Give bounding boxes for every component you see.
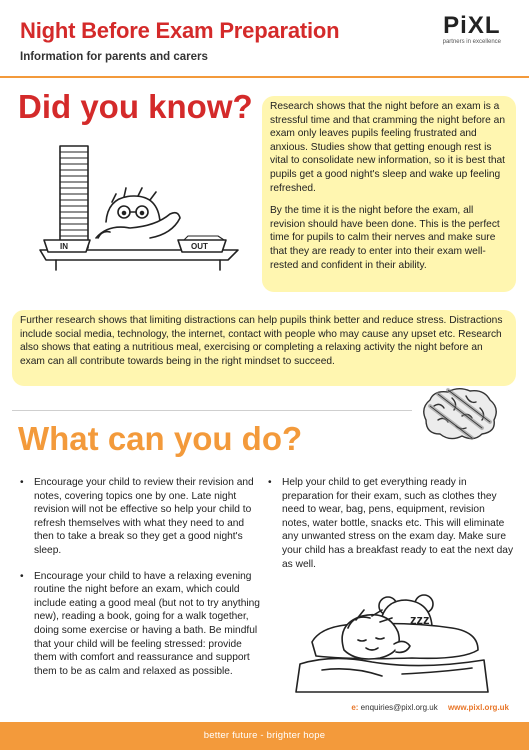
tray-in-label: IN (60, 242, 68, 251)
footer-bar (0, 722, 529, 750)
email-label: e: (351, 703, 359, 712)
header-divider (0, 76, 529, 78)
what-can-you-do-heading: What can you do? (18, 420, 303, 457)
logo-word: PiXL (443, 12, 501, 39)
footer-slogan: better future - brighter hope (203, 730, 326, 741)
list-item (268, 476, 514, 571)
did-you-know-note (262, 96, 516, 292)
list-item (20, 476, 260, 558)
advice-text: Help your child to get everything ready in preparation for their exam, such as clothes they need to wear, bag, pens, equipment, revision notes, water bottle, snacks etc. This will eliminate any unwanted stress on the exam day. Make sure your child has a breakfast ready to eat the next day as well. (282, 477, 514, 570)
bandaged-brain-icon (418, 386, 500, 442)
pixl-logo (443, 14, 501, 45)
advice-column-right (268, 476, 514, 583)
email-link[interactable]: enquiries@pixl.org.uk (360, 703, 438, 712)
website-link[interactable]: www.pixl.org.uk (447, 703, 509, 712)
bullet-icon: • (268, 477, 272, 488)
contact-line (351, 703, 509, 712)
desk-paperwork-illustration (38, 142, 248, 272)
did-you-know-paragraph-1: Research shows that the night before an exam is a stressful time and that cramming the night before an exam only leaves pupils feeling frustrated and anxious. Studies show that getting enough rest is vital to consolidate new information, so it is best that pupils get a good night's sleep and wake up feeling refreshed. (270, 101, 505, 194)
did-you-know-heading: Did you know? (18, 88, 253, 125)
section-divider (12, 410, 412, 411)
list-item (20, 570, 260, 679)
logo-tagline: partners in excellence (442, 39, 501, 45)
bullet-icon: • (20, 570, 24, 582)
advice-text: Encourage your child to have a relaxing evening routine the night before an exam, which could include eating a good meal (but not to try anything new), reading a book, going for a walk together, doing some exercise or having a bath. Be mindful that your child will be feeling stressed: provide them with comfort and reassurance and support them to be as calm and relaxed as possible. (34, 570, 260, 677)
further-research-text: Further research shows that limiting distractions can help pupils think better and reduce stress. Distractions include social media, technology, the internet, contact with people who may cause any upset etc. Research also shows that eating a nutritious meal, exercising or completing a relaxing activity the night before an exam can all contribute towards being in the right mindset to succeed. (20, 315, 503, 367)
further-research-note (12, 310, 516, 386)
tray-out-label: OUT (191, 242, 208, 251)
advice-column-left (20, 476, 260, 690)
page-title: Night Before Exam Preparation (20, 18, 340, 43)
bullet-icon: • (20, 477, 24, 488)
page-subtitle: Information for parents and carers (20, 51, 208, 63)
sleep-zzz-text: zzz (410, 612, 430, 627)
advice-text: Encourage your child to review their revision and notes, covering topics one by one. Late night revision will not be effective so help your child to refresh themselves with what they need to and then to take a break so they get a good night's sleep. (34, 477, 254, 556)
sleeping-child-illustration (292, 584, 492, 698)
did-you-know-paragraph-2: By the time it is the night before the exam, all revision should have been done. This is the perfect time for pupils to calm their nerves and make sure that they are ready to enter into their exam well-rested and confident in their ability. (270, 205, 500, 271)
